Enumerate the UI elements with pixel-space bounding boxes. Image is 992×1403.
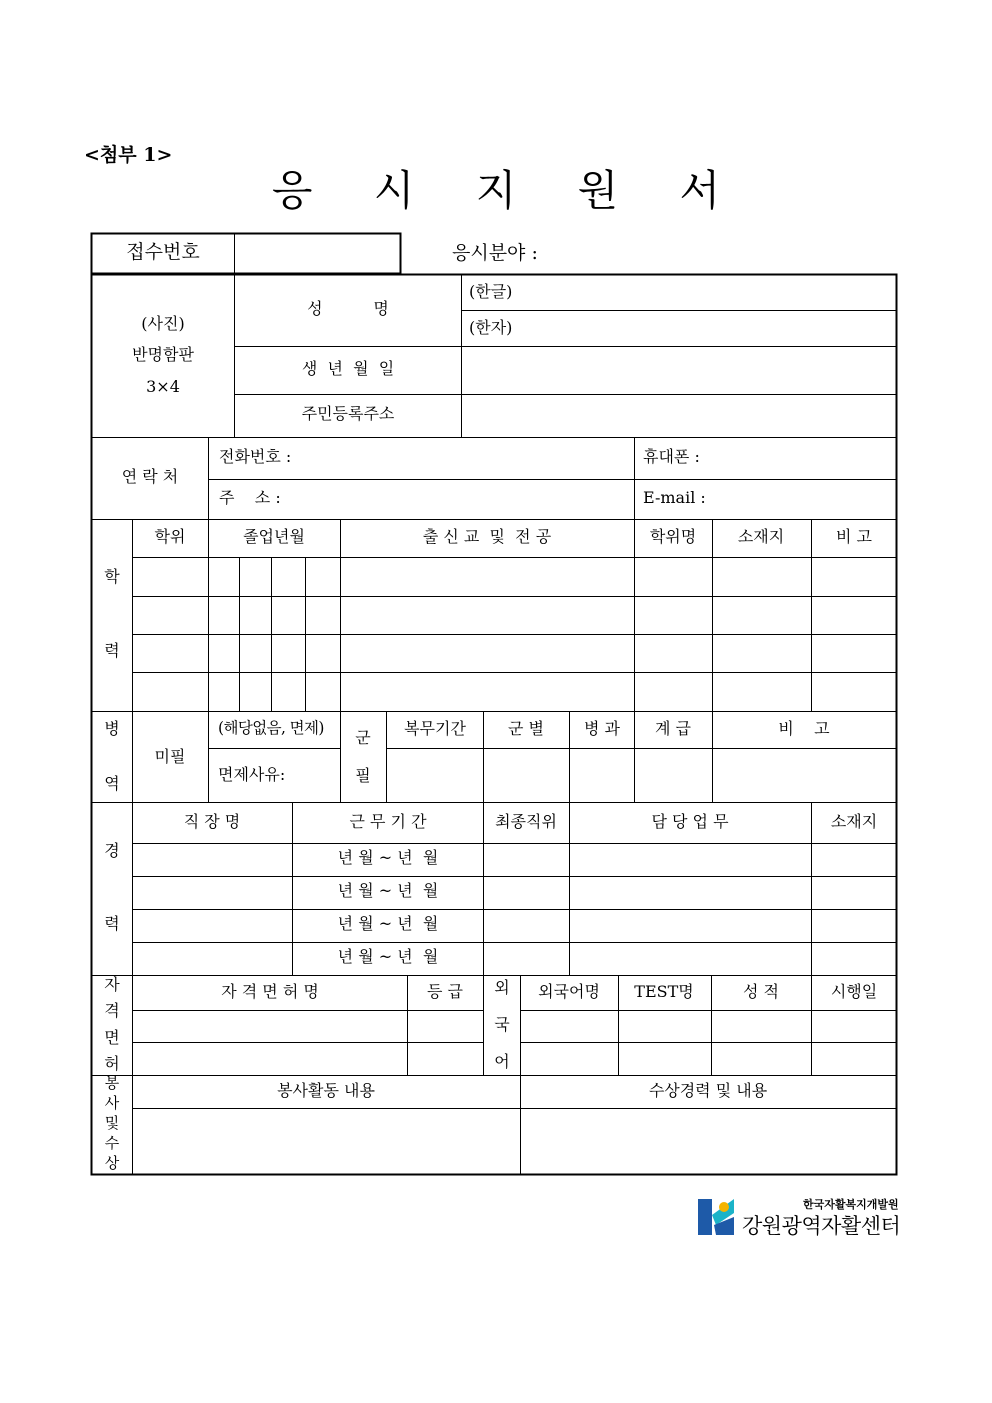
volunteer-side-label-1: 봉 [104,1074,120,1092]
edu-header-school-major: 출 신 교 및 전 공 [422,527,552,546]
logo-org-small: 한국자활복지개발원 [803,1198,899,1211]
career-header-period: 근 무 기 간 [349,812,427,831]
language-header-test: TEST명 [634,982,694,1001]
volunteer-activity-input[interactable] [134,1110,519,1173]
application-field-label: 응시분야 : [452,242,538,264]
contact-label: 연 락 처 [121,467,179,486]
career-header-company: 직 장 명 [183,812,241,831]
language-header-date: 시행일 [830,982,878,1001]
birth-date-label: 생 년 월 일 [301,359,395,378]
volunteer-activity-header: 봉사활동 내용 [277,1081,375,1100]
birth-date-input[interactable] [463,348,895,393]
phone-input[interactable] [305,439,632,478]
receipt-number-label: 접수번호 [126,241,200,263]
career-header-position: 최종직위 [495,812,557,831]
edu-row[interactable] [134,636,896,671]
resident-address-label: 주민등록주소 [301,404,395,423]
military-detail-row[interactable] [388,750,896,801]
attachment-label: <첨부 1> [84,144,173,166]
license-side-label-2: 격 [104,1001,120,1020]
career-period-text: 년 월 ~ 년 월 [337,881,439,900]
language-header-score: 성 적 [743,982,779,1001]
volunteer-side-label-3: 및 [104,1114,120,1132]
address-input[interactable] [290,481,632,518]
education-side-label-top: 학 [104,567,120,586]
page-title: 응 시 지 원 서 [271,166,745,215]
photo-size-label: 반명함판 [132,345,194,364]
license-side-label-1: 자 [104,975,120,994]
application-field-input[interactable] [560,235,896,272]
volunteer-side-label-5: 상 [104,1154,120,1172]
resident-address-input[interactable] [463,396,895,436]
military-served-label-top: 군 [355,728,371,747]
logo-org-big: 강원광역자활센터 [742,1214,901,1238]
military-header-branch: 군 별 [508,719,544,738]
edu-header-location: 소재지 [737,527,785,546]
language-header-name: 외국어명 [538,982,600,1001]
mobile-label: 휴대폰 : [643,447,700,466]
military-side-label-top: 병 [104,719,120,738]
career-period-text: 년 월 ~ 년 월 [337,947,439,966]
email-label: E-mail : [643,488,706,507]
military-served-label-bottom: 필 [355,766,371,785]
edu-header-note: 비 고 [836,527,872,546]
career-side-label-bottom: 력 [104,914,120,933]
edu-header-grad-date: 졸업년월 [243,527,305,546]
career-period-text: 년 월 ~ 년 월 [337,848,439,867]
award-header: 수상경력 및 내용 [648,1081,768,1100]
name-label: 성 명 [307,299,389,318]
receipt-number-input[interactable] [236,235,399,272]
edu-header-degree-name: 학위명 [649,527,697,546]
license-side-label-4: 허 [104,1054,120,1073]
language-side-label-3: 어 [494,1052,510,1071]
career-header-location: 소재지 [830,812,878,831]
mobile-input[interactable] [712,439,895,478]
edu-row[interactable] [134,598,896,633]
military-unserved-label: 미필 [154,747,186,766]
military-exempt-option[interactable]: (해당없음, 면제) [218,719,324,737]
military-header-note: 비 고 [778,719,830,738]
license-side-label-3: 면 [104,1028,120,1047]
license-header-grade: 등 급 [427,982,463,1001]
name-hanja-input[interactable] [525,312,895,345]
photo-dimension-label: 3×4 [146,377,180,396]
military-header-rank: 계 급 [655,719,691,738]
military-side-label-bottom: 역 [104,774,120,793]
career-period-text: 년 월 ~ 년 월 [337,914,439,933]
military-header-specialty: 병 과 [584,719,620,738]
edu-row[interactable] [134,674,896,710]
phone-label: 전화번호 : [219,447,292,466]
career-header-duties: 담 당 업 무 [651,812,729,831]
name-korean-input[interactable] [525,276,895,309]
career-side-label-top: 경 [104,841,120,860]
volunteer-side-label-4: 수 [104,1134,120,1152]
photo-label: (사진) [141,314,185,333]
address-label: 주 소 : [219,488,281,507]
license-header-name: 자 격 면 허 명 [221,982,319,1001]
language-side-label-1: 외 [494,978,510,997]
email-input[interactable] [712,481,895,518]
volunteer-side-label-2: 사 [104,1094,120,1112]
photo-upload-area[interactable] [93,276,233,436]
language-side-label-2: 국 [494,1015,510,1034]
organization-logo [694,1193,904,1239]
education-side-label-bottom: 력 [104,641,120,660]
edu-header-degree: 학위 [154,527,186,546]
edu-row[interactable] [134,559,896,595]
logo-mark-icon [694,1195,738,1239]
name-korean-label: (한글) [469,282,513,301]
military-header-period: 복무기간 [404,719,466,738]
name-hanja-label: (한자) [469,318,513,337]
military-exempt-reason-label: 면제사유: [218,765,286,784]
award-input[interactable] [522,1110,896,1173]
